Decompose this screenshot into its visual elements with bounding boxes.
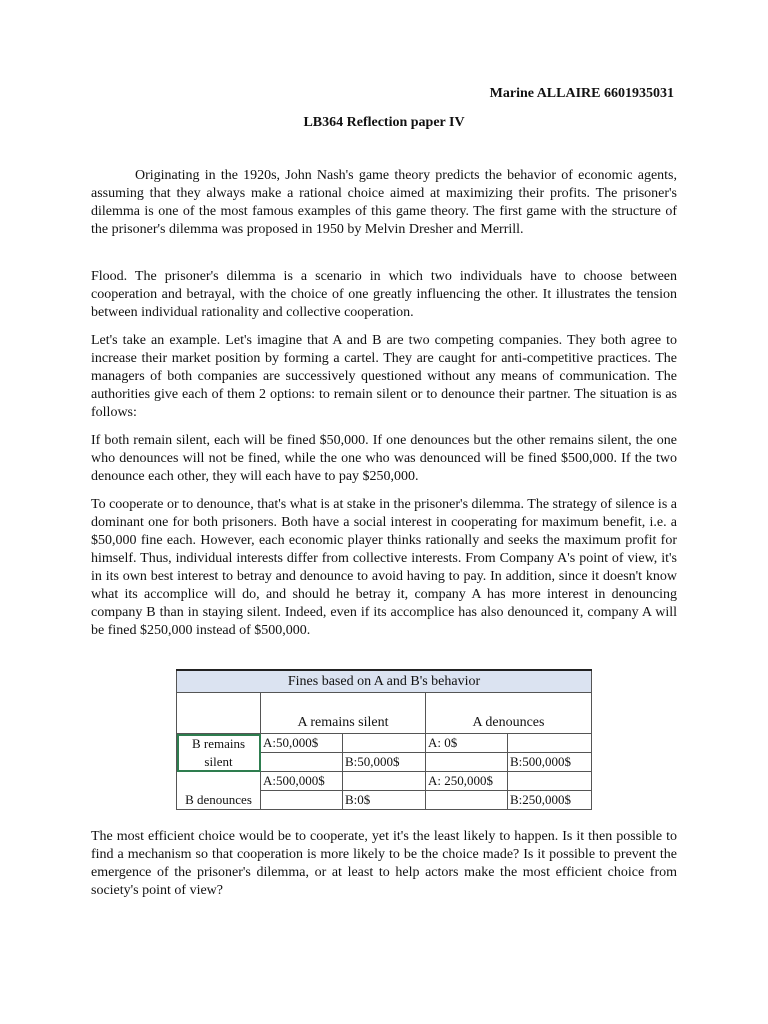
cell-ds-empty xyxy=(343,772,426,791)
cell-sd-b: B:500,000$ xyxy=(508,753,592,772)
cell-sd-empty xyxy=(508,734,592,753)
cell-ds-empty-2 xyxy=(261,791,343,810)
cell-ds-b: B:0$ xyxy=(343,791,426,810)
cell-sd-a: A: 0$ xyxy=(426,734,508,753)
cell-ss-empty-2 xyxy=(261,753,343,772)
paragraph-4: If both remain silent, each will be fined $50,000. If one denounces but the other remains silent, the one who denounces will not be fined, while the one who was denounced will be fined $500,000. If the two denounce each other, they will each have to pay $250,000. xyxy=(91,433,677,484)
paper-title: LB364 Reflection paper IV xyxy=(303,115,465,130)
row-header-b-silent[interactable] xyxy=(177,734,261,772)
table-corner-cell xyxy=(177,693,261,734)
paragraph-6: The most efficient choice would be to cooperate, yet it's the least likely to happen. Is it then possible to find a mechanism so that cooperation is more likely to be the choice made? Is it possible to prevent the emergence of the prisoner's dilemma, or at least to help actors make the most efficient choice from society's point of view? xyxy=(91,829,677,898)
cell-ss-b: B:50,000$ xyxy=(343,753,426,772)
cell-dd-empty-2 xyxy=(426,791,508,810)
cell-ds-a: A:500,000$ xyxy=(261,772,343,791)
fines-table-wrap xyxy=(176,669,591,811)
paragraph-5: To cooperate or to denounce, that's what is at stake in the prisoner's dilemma. The strategy of silence is a dominant one for both prisoners. Both have a social interest in cooperating for maximum benefit, i.e. a $50,000 fine each. However, each economic player thinks rationally and seeks the maximum profit for himself. Thus, individual interests differ from collective interests. From Company A's point of view, it's in its own best interest to betray and denounce to avoid having to pay. In addition, since it doesn't know what its accomplice will do, and should he betray it, company A has more interest in denouncing company B than in staying silent. Indeed, even if its accomplice has also denounced it, company A will be fined $250,000 instead of $500,000. xyxy=(91,497,677,638)
row-header-b-silent-line1: B remains xyxy=(191,735,246,751)
row-header-b-denounces: B denounces xyxy=(177,772,261,810)
paragraph-1: Originating in the 1920s, John Nash's game theory predicts the behavior of economic agents, assuming that they always make a rational choice aimed at maximizing their profits. The prisoner's dilemma is one of the most famous examples of this game theory. The first game with the structure of the prisoner's dilemma was proposed in 1950 by Melvin Dresher and Merrill. xyxy=(91,168,677,237)
cell-ss-empty xyxy=(343,734,426,753)
paragraph-3: Let's take an example. Let's imagine that A and B are two competing companies. They both agree to increase their market position by forming a cartel. They are caught for anti-competitive practices. The managers of both companies are successively questioned without any means of communication. The authorities give each of them 2 options: to remain silent or to denounce their partner. The situation is as follows: xyxy=(91,333,677,420)
cell-dd-a: A: 250,000$ xyxy=(426,772,508,791)
col-header-a-denounces: A denounces xyxy=(426,693,592,734)
author-line: Marine ALLAIRE 6601935031 xyxy=(489,86,674,101)
fines-table xyxy=(176,669,592,810)
cell-ss-a: A:50,000$ xyxy=(261,734,343,753)
row-header-b-silent-line2: silent xyxy=(204,753,233,769)
cell-dd-b: B:250,000$ xyxy=(508,791,592,810)
col-header-a-silent: A remains silent xyxy=(261,693,426,734)
cell-dd-empty xyxy=(508,772,592,791)
paragraph-2: Flood. The prisoner's dilemma is a scenario in which two individuals have to choose between cooperation and betrayal, with the choice of one greatly influencing the other. It illustrates the tension between individual rationality and collective cooperation. xyxy=(91,269,677,320)
cell-sd-empty-2 xyxy=(426,753,508,772)
table-title: Fines based on A and B's behavior xyxy=(177,670,592,693)
